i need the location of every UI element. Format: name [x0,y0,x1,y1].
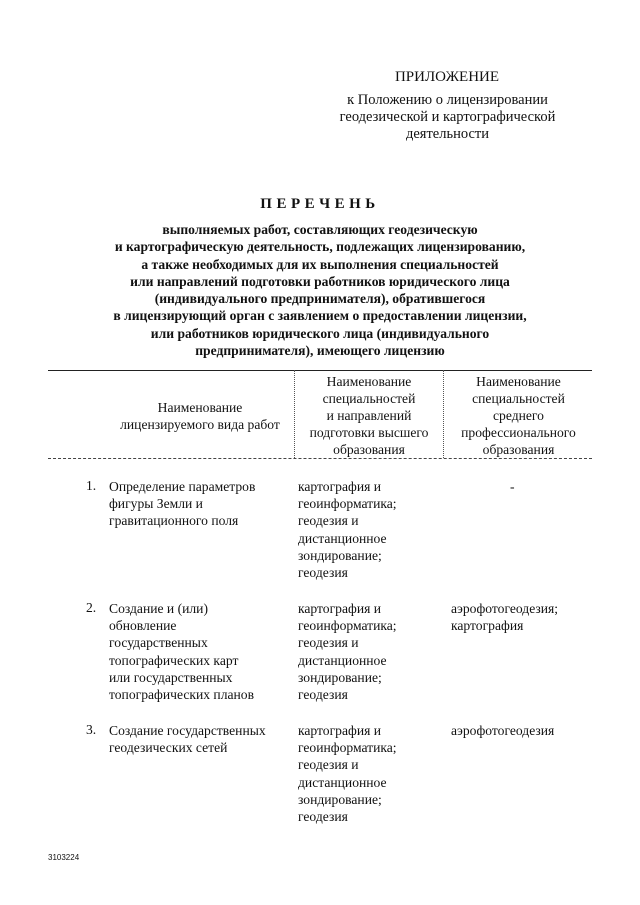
row-number: 3. [86,722,97,737]
header-line: Наименование [157,400,243,415]
table-header-rule [48,458,592,459]
work-cell [109,600,254,703]
higher-line: картография и [298,479,382,494]
subtitle-line: (индивидуального предпринимателя), обратившегося [154,291,486,307]
header-line: специальностей [472,391,565,406]
appendix-line: геодезической и картографической [339,109,556,125]
secondary-education-cell [451,722,554,739]
work-line: обновление [109,618,177,634]
higher-line: зондирование; [298,547,382,563]
higher-line: геоинформатика; [298,618,397,634]
header-line: подготовки высшего [309,425,429,440]
header-line: Наименование [476,374,561,389]
secondary-education-cell [451,600,558,634]
subtitle-line: предпринимателя), имеющего лицензию [195,343,445,359]
higher-line: дистанционное [298,774,387,790]
work-line: топографических карт [109,652,239,668]
subtitle-line: и картографическую деятельность, подлежащих лицензированию, [114,239,526,255]
higher-line: геодезия [298,565,348,581]
row-number: 2. [86,600,97,615]
appendix-title: ПРИЛОЖЕНИЕ [394,69,500,85]
higher-line: геодезия и [298,635,359,651]
work-cell [109,722,266,756]
row-number: 1. [86,478,97,493]
higher-line: геодезия и [298,513,359,529]
column-header-work [100,399,300,433]
subtitle-line: или направлений подготовки работников юридического лица [130,273,510,289]
column-header-secondary [445,373,592,458]
secondary-line: - [510,479,515,494]
table-top-rule [48,370,592,371]
work-line: Создание и (или) [109,601,208,616]
appendix-line: к Положению о лицензировании [347,92,548,108]
header-line: среднего [493,408,544,423]
higher-line: зондирование; [298,669,382,685]
higher-line: геодезия [298,809,348,825]
work-line: Определение параметров [109,479,256,494]
document-code: 3103224 [48,853,80,862]
secondary-line: картография [451,618,524,634]
column-divider [443,370,444,458]
document-heading: ПЕРЕЧЕНЬ [260,196,380,212]
header-line: специальностей [322,391,416,406]
higher-line: дистанционное [298,530,387,546]
subtitle-line: выполняемых работ, составляющих геодезическую [162,222,478,237]
work-line: геодезических сетей [109,740,228,756]
work-cell [109,478,255,530]
column-header-higher [296,373,442,458]
higher-line: картография и [298,601,382,616]
work-line: государственных [109,635,208,651]
work-line: Создание государственных [109,723,266,738]
higher-line: дистанционное [298,652,387,668]
header-line: и направлений [326,408,412,423]
header-line: лицензируемого вида работ [120,417,280,432]
higher-line: зондирование; [298,791,382,807]
higher-line: геодезия и [298,757,359,773]
higher-line: картография и [298,723,382,738]
higher-line: геоинформатика; [298,740,397,756]
secondary-education-cell [510,478,515,495]
secondary-line: аэрофотогеодезия; [451,601,559,616]
appendix-line: деятельности [405,126,489,142]
higher-education-cell [298,722,397,825]
subtitle-line: или работников юридического лица (индивидуального [150,325,490,341]
higher-line: геодезия [298,687,348,703]
higher-education-cell [298,478,397,581]
document-subtitle [70,221,570,359]
subtitle-line: а также необходимых для их выполнения специальностей [141,256,499,272]
header-line: образования [333,442,405,457]
work-line: гравитационного поля [109,513,239,529]
higher-line: геоинформатика; [298,496,397,512]
header-line: Наименование [326,374,412,389]
work-line: или государственных [109,669,233,685]
subtitle-line: в лицензирующий орган с заявлением о предоставлении лицензии, [113,308,527,324]
secondary-line: аэрофотогеодезия [451,723,555,738]
work-line: топографических планов [109,687,255,703]
header-line: образования [482,442,555,457]
work-line: фигуры Земли и [109,496,203,512]
header-line: профессионального [461,425,576,440]
higher-education-cell [298,600,397,703]
